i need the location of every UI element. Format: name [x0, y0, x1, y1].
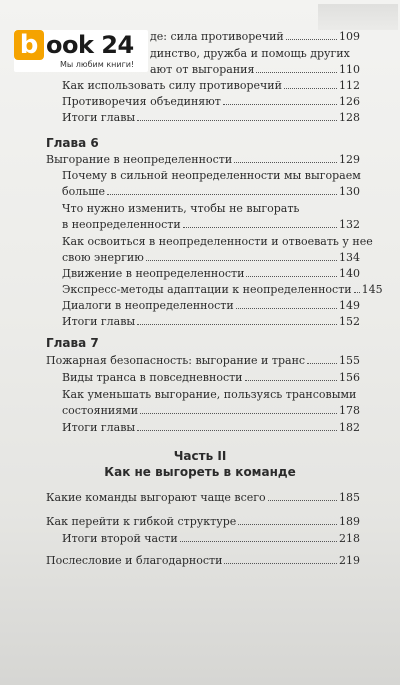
toc-entry: [0, 30, 400, 43]
toc-entry: [0, 283, 400, 296]
toc-entry-title: Выгорание в неопределенности: [46, 153, 233, 166]
toc-entry: [0, 371, 400, 384]
toc-entry-title: ают от выгорания: [150, 63, 255, 76]
toc-entry-page: 145: [361, 283, 383, 296]
toc-entry-page: 129: [339, 153, 360, 166]
toc-entry-title-line1: Как уменьшать выгорание, пользуясь трансовыми: [62, 388, 357, 401]
part-label: Часть II: [173, 449, 227, 463]
toc-entry-title-line2: больше: [62, 185, 105, 198]
toc-entry: [0, 111, 400, 124]
toc-entry-title: Какие команды выгорают чаще всего: [46, 491, 266, 504]
toc-entry: [0, 491, 400, 504]
toc-entry: [0, 169, 400, 198]
toc-entry-page: 132: [339, 218, 360, 231]
toc-entry-page: 185: [339, 491, 360, 504]
toc-entry: [0, 532, 400, 545]
toc-entry-title-line2: свою энергию: [62, 251, 144, 264]
toc-entry-title: Экспресс-методы адаптации к неопределенности: [62, 283, 352, 296]
toc-entry-title: Движение в неопределенности: [62, 267, 245, 280]
chapter-heading: Глава 7: [46, 336, 99, 350]
toc-entry-page: 178: [339, 404, 360, 417]
chapter-title: [0, 153, 400, 166]
toc-entry-page: 149: [339, 299, 360, 312]
toc-entry-page: 218: [339, 532, 360, 545]
toc-entry-title-line2: в неопределенности: [62, 218, 181, 231]
toc-entry-title-line1: Почему в сильной неопределенности мы выгораем: [62, 169, 361, 182]
background-heading-ghost: [318, 4, 398, 30]
toc-entry-page: 109: [339, 30, 360, 43]
toc-entry: [0, 47, 400, 60]
toc-entry-page: 219: [339, 554, 360, 567]
toc-entry: [0, 299, 400, 312]
toc-entry-page: 155: [339, 354, 360, 367]
toc-entry: [0, 202, 400, 231]
toc-entry-title-line1: Как освоиться в неопределенности и отвоевать у нее: [62, 235, 373, 248]
chapter-heading: Глава 6: [46, 136, 99, 150]
toc-entry-title: Итоги главы: [62, 111, 136, 124]
toc-entry: [0, 63, 400, 76]
toc-entry-page: 126: [339, 95, 360, 108]
toc-entry-title: Послесловие и благодарности: [46, 554, 223, 567]
toc-entry-title-line2: состояниями: [62, 404, 139, 417]
toc-entry-page: 112: [339, 79, 360, 92]
toc-entry-title-line1: Что нужно изменить, чтобы не выгорать: [62, 202, 300, 215]
toc-entry: [0, 421, 400, 434]
part-title: Как не выгореть в команде: [104, 465, 296, 479]
toc-entry: [0, 267, 400, 280]
toc-entry-title: Как использовать силу противоречий: [62, 79, 282, 92]
toc-entry-page: 140: [339, 267, 360, 280]
toc-entry-title: Итоги второй части: [62, 532, 178, 545]
toc-entry-title: Противоречия объединяют: [62, 95, 221, 108]
toc-entry-page: 189: [339, 515, 360, 528]
toc-entry-page: 128: [339, 111, 360, 124]
toc-entry-title: Диалоги в неопределенности: [62, 299, 234, 312]
toc-entry: [0, 388, 400, 417]
toc-entry-page: 134: [339, 251, 360, 264]
toc-entry-title: Как перейти к гибкой структуре: [46, 515, 237, 528]
toc-entry-page: 110: [339, 63, 360, 76]
toc-entry-title: Виды транса в повседневности: [62, 371, 243, 384]
toc-entry: [0, 554, 400, 567]
toc-entry-title: динство, дружба и помощь других: [150, 47, 350, 60]
toc-entry: [0, 315, 400, 328]
toc-entry-page: 156: [339, 371, 360, 384]
toc-entry-title: Пожарная безопасность: выгорание и транс: [46, 354, 306, 367]
toc-entry-page: 182: [339, 421, 360, 434]
logo-wordmark: ook 24: [46, 31, 134, 59]
toc-entry: [0, 79, 400, 92]
logo-slogan: Мы любим книги!: [60, 60, 135, 69]
toc-entry: [0, 95, 400, 108]
toc-entry-title: Итоги главы: [62, 421, 136, 434]
toc-entry-title: Итоги главы: [62, 315, 136, 328]
toc-entry-page: 130: [339, 185, 360, 198]
logo-b-icon: b: [14, 30, 44, 60]
toc-entry: [0, 515, 400, 528]
toc-entry-page: 152: [339, 315, 360, 328]
toc-entry: [0, 235, 400, 264]
toc-entry-title: де: сила противоречий: [150, 30, 284, 43]
chapter-title: [0, 354, 400, 367]
